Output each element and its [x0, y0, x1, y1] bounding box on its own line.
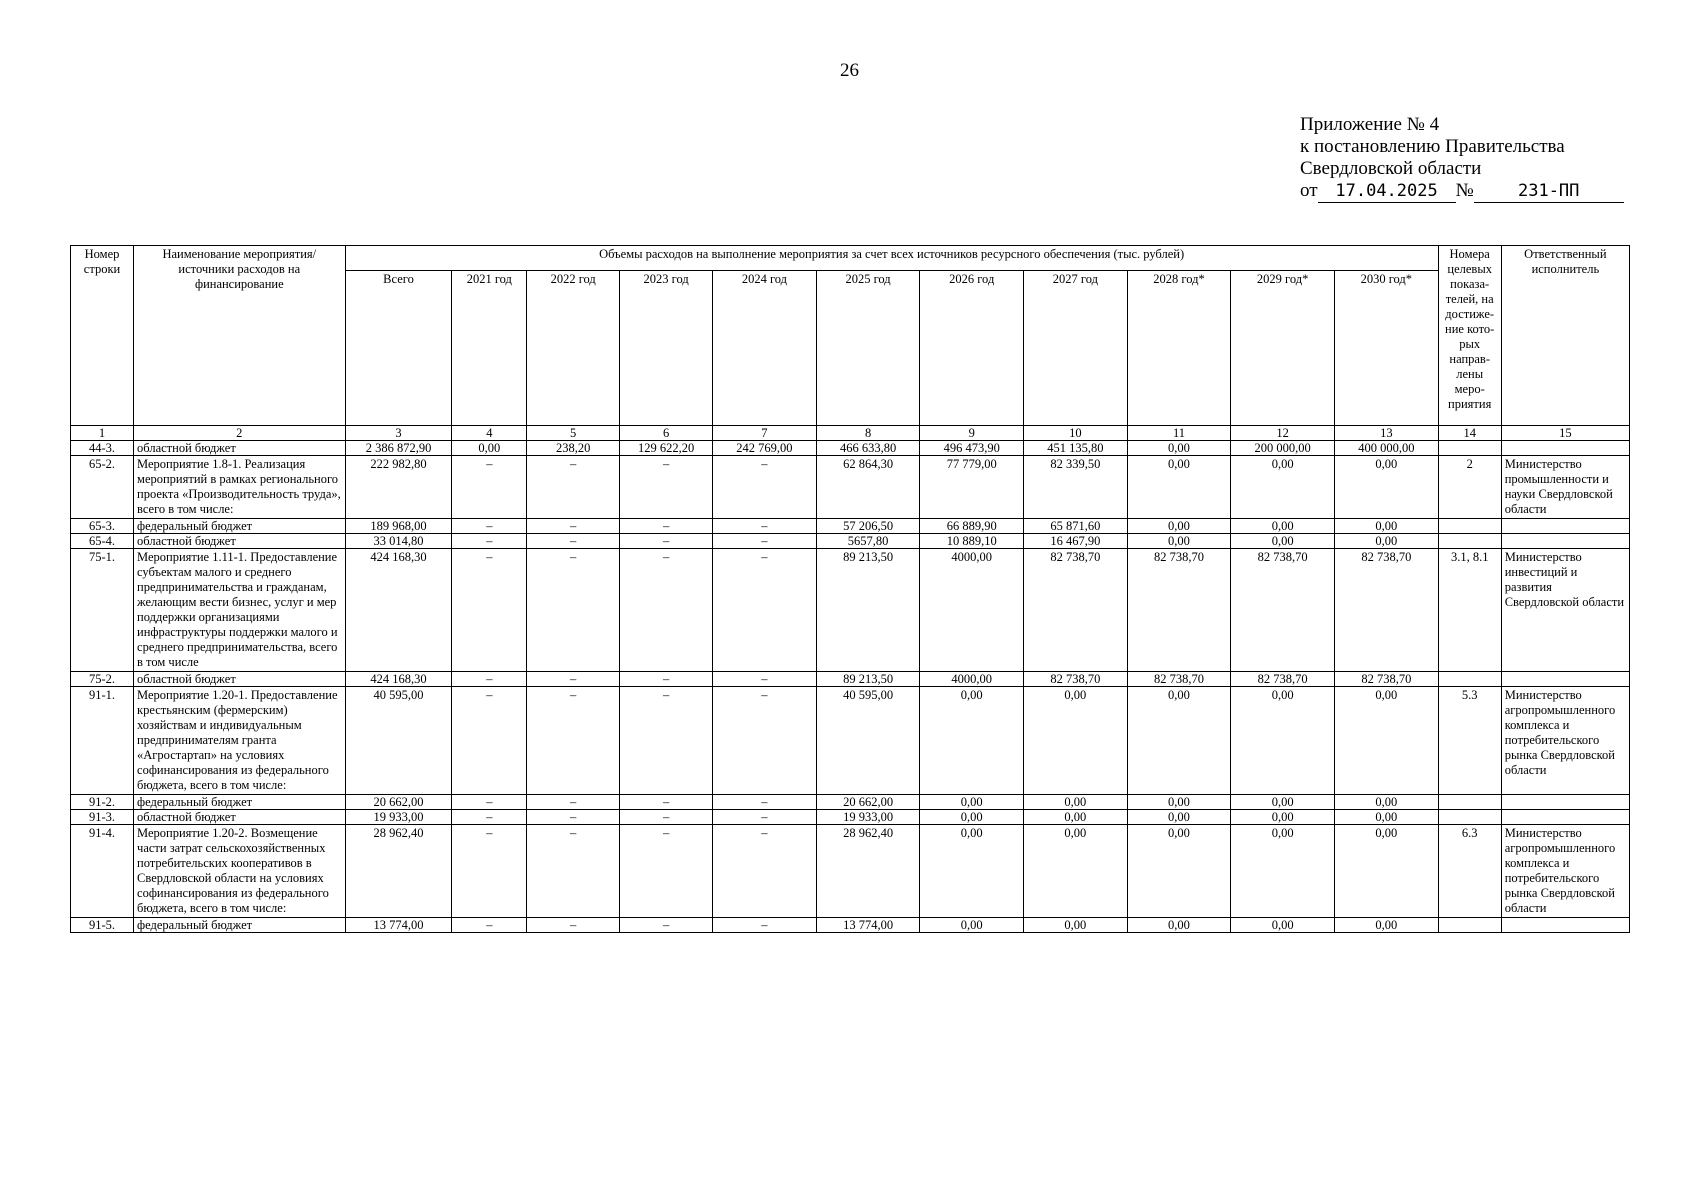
- header-year: 2026 год: [920, 271, 1024, 426]
- column-number: 7: [713, 426, 817, 441]
- year-cell: 0,00: [1024, 687, 1128, 795]
- row-number: 65-4.: [71, 534, 134, 549]
- year-cell: 40 595,00: [816, 687, 920, 795]
- year-cell: –: [452, 825, 527, 918]
- header-year: 2022 год: [527, 271, 620, 426]
- year-cell: –: [452, 519, 527, 534]
- year-cell: 0,00: [1127, 687, 1231, 795]
- header-year: 2021 год: [452, 271, 527, 426]
- column-number: 6: [620, 426, 713, 441]
- year-cell: 5657,80: [816, 534, 920, 549]
- year-cell: –: [527, 795, 620, 810]
- column-number-row: [71, 426, 1630, 441]
- year-cell: 82 738,70: [1334, 672, 1438, 687]
- year-cell: 65 871,60: [1024, 519, 1128, 534]
- table-row: [71, 441, 1630, 456]
- year-cell: 242 769,00: [713, 441, 817, 456]
- year-cell: 0,00: [1231, 534, 1335, 549]
- row-name: областной бюджет: [134, 441, 346, 456]
- year-cell: 0,00: [1334, 810, 1438, 825]
- column-number: 10: [1024, 426, 1128, 441]
- table-row: [71, 687, 1630, 795]
- year-cell: –: [527, 549, 620, 672]
- column-number: 11: [1127, 426, 1231, 441]
- year-cell: –: [620, 687, 713, 795]
- total-cell: 20 662,00: [345, 795, 452, 810]
- year-cell: 200 000,00: [1231, 441, 1335, 456]
- year-cell: 0,00: [1334, 519, 1438, 534]
- column-number: 5: [527, 426, 620, 441]
- year-cell: –: [713, 672, 817, 687]
- year-cell: 4000,00: [920, 549, 1024, 672]
- year-cell: 0,00: [1231, 456, 1335, 519]
- year-cell: –: [527, 519, 620, 534]
- executor-cell: Министерство промышленности и науки Свердловской области: [1501, 456, 1629, 519]
- year-cell: –: [620, 549, 713, 672]
- header-year: 2023 год: [620, 271, 713, 426]
- executor-cell: Министерство инвестиций и развития Свердловской области: [1501, 549, 1629, 672]
- row-number: 91-4.: [71, 825, 134, 918]
- row-name: областной бюджет: [134, 534, 346, 549]
- row-number: 75-2.: [71, 672, 134, 687]
- year-cell: 0,00: [920, 825, 1024, 918]
- year-cell: –: [527, 534, 620, 549]
- year-cell: 0,00: [1231, 825, 1335, 918]
- appendix-title: Приложение № 4: [1300, 114, 1440, 135]
- year-cell: –: [620, 519, 713, 534]
- column-number: 12: [1231, 426, 1335, 441]
- table-row: [71, 795, 1630, 810]
- year-cell: –: [452, 810, 527, 825]
- table-row: [71, 534, 1630, 549]
- year-cell: 13 774,00: [816, 918, 920, 933]
- row-number: 91-5.: [71, 918, 134, 933]
- year-cell: 89 213,50: [816, 549, 920, 672]
- year-cell: 0,00: [1127, 918, 1231, 933]
- total-cell: 424 168,30: [345, 549, 452, 672]
- row-number: 65-2.: [71, 456, 134, 519]
- total-cell: 40 595,00: [345, 687, 452, 795]
- indicator-cell: 3.1, 8.1: [1438, 549, 1501, 672]
- table-row: [71, 456, 1630, 519]
- header-year: 2027 год: [1024, 271, 1128, 426]
- year-cell: –: [452, 534, 527, 549]
- year-cell: –: [620, 825, 713, 918]
- year-cell: 466 633,80: [816, 441, 920, 456]
- year-cell: 238,20: [527, 441, 620, 456]
- year-cell: 0,00: [1024, 825, 1128, 918]
- year-cell: 82 738,70: [1231, 672, 1335, 687]
- indicator-cell: [1438, 534, 1501, 549]
- year-cell: 0,00: [1231, 795, 1335, 810]
- indicator-cell: 6.3: [1438, 825, 1501, 918]
- indicator-cell: [1438, 795, 1501, 810]
- year-cell: 16 467,90: [1024, 534, 1128, 549]
- year-cell: –: [620, 795, 713, 810]
- row-name: Мероприятие 1.20-1. Предоставление крестьянским (фермерским) хозяйствам и индивидуальным предпринимателям гранта «Агростартап» на условиях софинансирования из федерального бюджета, всего в том числе:: [134, 687, 346, 795]
- total-cell: 19 933,00: [345, 810, 452, 825]
- column-number: 4: [452, 426, 527, 441]
- executor-cell: [1501, 672, 1629, 687]
- year-cell: 0,00: [1127, 519, 1231, 534]
- year-cell: 0,00: [1024, 795, 1128, 810]
- total-cell: 33 014,80: [345, 534, 452, 549]
- indicator-cell: [1438, 918, 1501, 933]
- header-indicators: Номера целевых показа-телей, на достиже-ние кото-рых направ-лены меро-приятия: [1438, 246, 1501, 426]
- column-number: 8: [816, 426, 920, 441]
- year-cell: 62 864,30: [816, 456, 920, 519]
- table-row: [71, 672, 1630, 687]
- header-volumes: Объемы расходов на выполнение мероприятия за счет всех источников ресурсного обеспечения (тыс. рублей): [345, 246, 1438, 271]
- year-cell: 4000,00: [920, 672, 1024, 687]
- header-year: 2024 год: [713, 271, 817, 426]
- row-name: федеральный бюджет: [134, 519, 346, 534]
- year-cell: 0,00: [920, 810, 1024, 825]
- year-cell: –: [452, 687, 527, 795]
- header-total: Всего: [345, 271, 452, 426]
- row-number: 65-3.: [71, 519, 134, 534]
- resolution-number: 231-ПП: [1474, 180, 1624, 203]
- year-cell: 0,00: [1231, 810, 1335, 825]
- year-cell: –: [452, 549, 527, 672]
- year-cell: 0,00: [1127, 534, 1231, 549]
- total-cell: 2 386 872,90: [345, 441, 452, 456]
- header-name: Наименование мероприятия/ источники расходов на финансирование: [134, 246, 346, 426]
- year-cell: –: [713, 534, 817, 549]
- year-cell: 0,00: [1024, 918, 1128, 933]
- year-cell: 19 933,00: [816, 810, 920, 825]
- year-cell: 82 339,50: [1024, 456, 1128, 519]
- year-cell: –: [713, 825, 817, 918]
- table-row: [71, 549, 1630, 672]
- row-number: 75-1.: [71, 549, 134, 672]
- year-cell: –: [620, 918, 713, 933]
- year-cell: –: [713, 795, 817, 810]
- year-cell: 0,00: [1231, 918, 1335, 933]
- indicator-cell: 2: [1438, 456, 1501, 519]
- table-row: [71, 918, 1630, 933]
- year-cell: –: [452, 918, 527, 933]
- number-label: №: [1455, 180, 1474, 201]
- appendix-region: Свердловской области: [1300, 158, 1482, 179]
- year-cell: –: [713, 810, 817, 825]
- executor-cell: [1501, 534, 1629, 549]
- header-executor: Ответственный исполнитель: [1501, 246, 1629, 426]
- executor-cell: Министерство агропромышленного комплекса и потребительского рынка Свердловской области: [1501, 825, 1629, 918]
- resolution-date: 17.04.2025: [1318, 180, 1456, 203]
- year-cell: –: [527, 687, 620, 795]
- total-cell: 222 982,80: [345, 456, 452, 519]
- year-cell: 10 889,10: [920, 534, 1024, 549]
- year-cell: 0,00: [1127, 795, 1231, 810]
- row-number: 91-3.: [71, 810, 134, 825]
- executor-cell: [1501, 810, 1629, 825]
- header-row-number: Номер строки: [71, 246, 134, 426]
- year-cell: –: [527, 918, 620, 933]
- row-name: Мероприятие 1.11-1. Предоставление субъектам малого и среднего предпринимательства и гражданам, желающим вести бизнес, услуг и мер поддержки организациями инфраструктуры поддержки малого и среднего предпринимательства, всего в том числе: [134, 549, 346, 672]
- row-name: областной бюджет: [134, 672, 346, 687]
- column-number: 9: [920, 426, 1024, 441]
- year-cell: –: [452, 795, 527, 810]
- column-number: 13: [1334, 426, 1438, 441]
- year-cell: 0,00: [920, 795, 1024, 810]
- year-cell: 0,00: [1334, 918, 1438, 933]
- row-name: Мероприятие 1.8-1. Реализация мероприятий в рамках регионального проекта «Производительность труда», всего в том числе:: [134, 456, 346, 519]
- year-cell: 82 738,70: [1231, 549, 1335, 672]
- executor-cell: [1501, 795, 1629, 810]
- indicator-cell: [1438, 672, 1501, 687]
- year-cell: 400 000,00: [1334, 441, 1438, 456]
- year-cell: –: [527, 456, 620, 519]
- column-number: 3: [345, 426, 452, 441]
- year-cell: 57 206,50: [816, 519, 920, 534]
- table-body: [71, 441, 1630, 933]
- year-cell: 0,00: [1127, 825, 1231, 918]
- appendix-header: [1300, 114, 1624, 203]
- year-cell: –: [620, 810, 713, 825]
- year-cell: 0,00: [1334, 456, 1438, 519]
- year-cell: 0,00: [1334, 687, 1438, 795]
- row-name: областной бюджет: [134, 810, 346, 825]
- year-cell: 0,00: [1334, 795, 1438, 810]
- column-number: 2: [134, 426, 346, 441]
- year-cell: 66 889,90: [920, 519, 1024, 534]
- year-cell: 82 738,70: [1127, 672, 1231, 687]
- executor-cell: [1501, 918, 1629, 933]
- year-cell: –: [452, 672, 527, 687]
- indicator-cell: [1438, 810, 1501, 825]
- row-number: 91-2.: [71, 795, 134, 810]
- total-cell: 28 962,40: [345, 825, 452, 918]
- header-year: 2025 год: [816, 271, 920, 426]
- year-cell: 82 738,70: [1024, 549, 1128, 672]
- total-cell: 189 968,00: [345, 519, 452, 534]
- year-cell: –: [452, 456, 527, 519]
- year-cell: –: [527, 825, 620, 918]
- year-cell: –: [620, 534, 713, 549]
- year-cell: 0,00: [1024, 810, 1128, 825]
- column-number: 1: [71, 426, 134, 441]
- row-name: федеральный бюджет: [134, 795, 346, 810]
- header-year: 2030 год*: [1334, 271, 1438, 426]
- indicator-cell: [1438, 519, 1501, 534]
- year-cell: 0,00: [452, 441, 527, 456]
- year-cell: 82 738,70: [1334, 549, 1438, 672]
- column-number: 14: [1438, 426, 1501, 441]
- row-number: 91-1.: [71, 687, 134, 795]
- year-cell: 0,00: [1127, 456, 1231, 519]
- appendix-signature-line: [1300, 180, 1624, 203]
- row-number: 44-3.: [71, 441, 134, 456]
- year-cell: –: [713, 549, 817, 672]
- expenditure-table: [70, 245, 1630, 933]
- from-label: от: [1300, 180, 1318, 201]
- table-row: [71, 519, 1630, 534]
- year-cell: 89 213,50: [816, 672, 920, 687]
- year-cell: –: [713, 519, 817, 534]
- year-cell: –: [527, 672, 620, 687]
- table-row: [71, 825, 1630, 918]
- table-row: [71, 810, 1630, 825]
- year-cell: 0,00: [1231, 687, 1335, 795]
- page-number: 26: [840, 60, 859, 81]
- year-cell: 28 962,40: [816, 825, 920, 918]
- column-number: 15: [1501, 426, 1629, 441]
- year-cell: –: [713, 456, 817, 519]
- year-cell: –: [527, 810, 620, 825]
- year-cell: 82 738,70: [1024, 672, 1128, 687]
- year-cell: 0,00: [1334, 825, 1438, 918]
- year-cell: 0,00: [1334, 534, 1438, 549]
- year-cell: 82 738,70: [1127, 549, 1231, 672]
- header-year: 2029 год*: [1231, 271, 1335, 426]
- header-year: 2028 год*: [1127, 271, 1231, 426]
- year-cell: 129 622,20: [620, 441, 713, 456]
- total-cell: 13 774,00: [345, 918, 452, 933]
- year-cell: 0,00: [1127, 810, 1231, 825]
- year-cell: 0,00: [920, 687, 1024, 795]
- indicator-cell: [1438, 441, 1501, 456]
- year-cell: 0,00: [920, 918, 1024, 933]
- indicator-cell: 5.3: [1438, 687, 1501, 795]
- year-cell: 451 135,80: [1024, 441, 1128, 456]
- executor-cell: [1501, 441, 1629, 456]
- year-cell: –: [620, 456, 713, 519]
- year-cell: –: [713, 918, 817, 933]
- year-cell: –: [620, 672, 713, 687]
- year-cell: –: [713, 687, 817, 795]
- year-cell: 0,00: [1127, 441, 1231, 456]
- row-name: федеральный бюджет: [134, 918, 346, 933]
- year-cell: 20 662,00: [816, 795, 920, 810]
- appendix-resolution: к постановлению Правительства: [1300, 136, 1565, 157]
- year-cell: 496 473,90: [920, 441, 1024, 456]
- year-cell: 0,00: [1231, 519, 1335, 534]
- executor-cell: Министерство агропромышленного комплекса и потребительского рынка Свердловской области: [1501, 687, 1629, 795]
- year-cell: 77 779,00: [920, 456, 1024, 519]
- row-name: Мероприятие 1.20-2. Возмещение части затрат сельскохозяйственных потребительских кооперативов в Свердловской области на условиях софинансирования из федерального бюджета, всего в том числе:: [134, 825, 346, 918]
- total-cell: 424 168,30: [345, 672, 452, 687]
- executor-cell: [1501, 519, 1629, 534]
- table-header: [71, 246, 1630, 441]
